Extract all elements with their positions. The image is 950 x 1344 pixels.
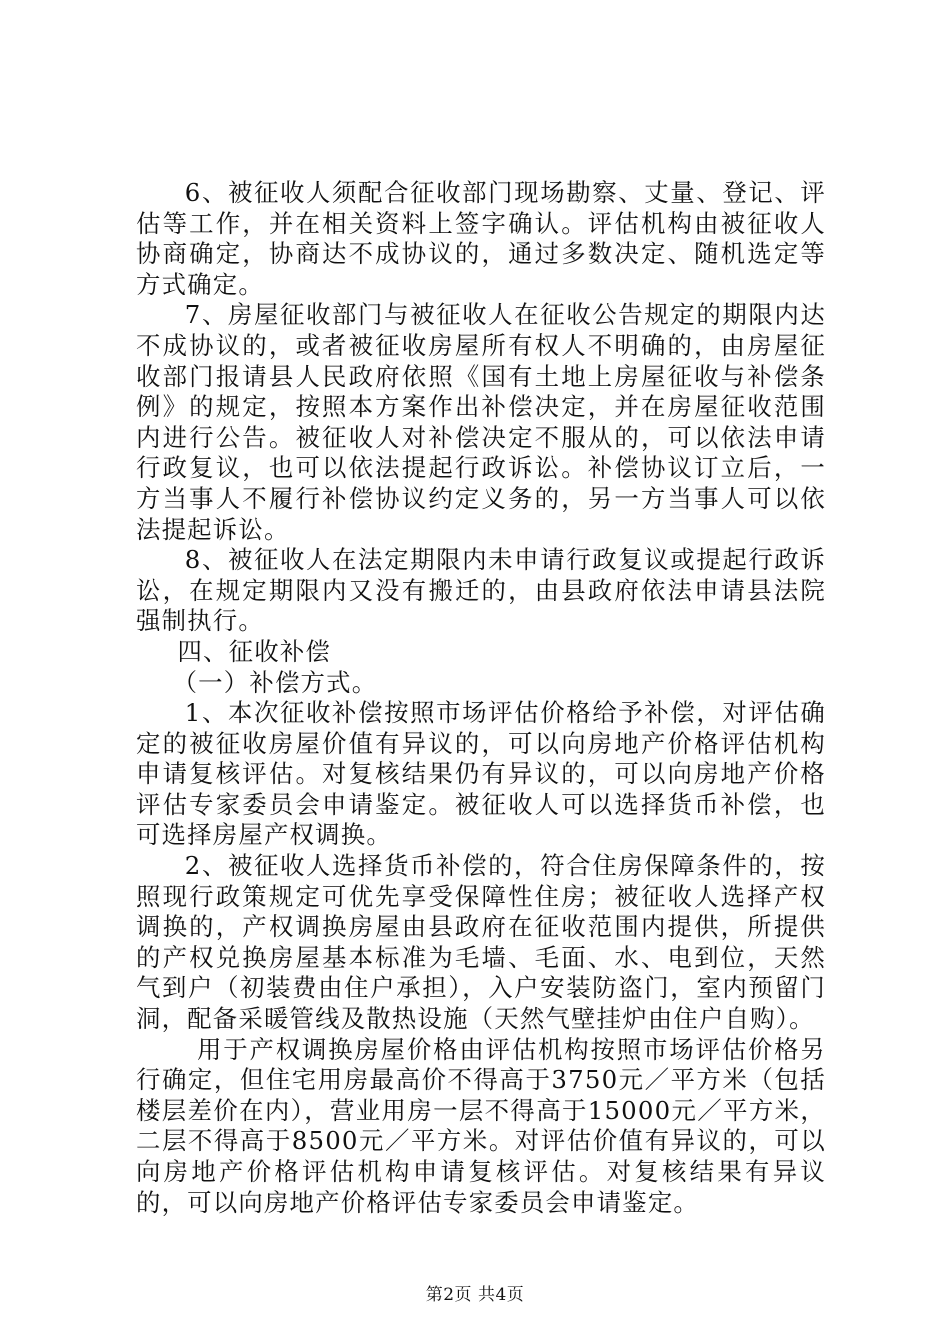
paragraph-item-8: 8、被征收人在法定期限内未申请行政复议或提起行政诉讼，在规定期限内又没有搬迁的，由县政府依法申请县法院强制执行。 — [136, 545, 826, 636]
paragraph-item-7: 7、房屋征收部门与被征收人在征收公告规定的期限内达不成协议的，或者被征收房屋所有权人不明确的，由房屋征收部门报请县人民政府依照《国有土地上房屋征收与补偿条例》的规定，按照本方案作出补偿决定，并在房屋征收范围内进行公告。被征收人对补偿决定不服从的，可以依法申请行政复议，也可以依法提起行政诉讼。补偿协议订立后，一方当事人不履行补偿协议约定义务的，另一方当事人可以依法提起诉讼。 — [136, 300, 826, 544]
paragraph-item-1: 1、本次征收补偿按照市场评估价格给予补偿，对评估确定的被征收房屋价值有异议的，可以向房地产价格评估机构申请复核评估。对复核结果仍有异议的，可以向房地产价格评估专家委员会申请鉴定。被征收人可以选择货币补偿，也可选择房屋产权调换。 — [136, 698, 826, 850]
page-number-footer: 第2页 共4页 — [425, 1285, 525, 1305]
paragraph-exchange-price: 用于产权调换房屋价格由评估机构按照市场评估价格另行确定，但住宅用房最高价不得高于3750元／平方米（包括楼层差价在内），营业用房一层不得高于15000元／平方米，二层不得高于8500元／平方米。对评估价值有异议的，可以向房地产价格评估机构申请复核评估。对复核结果有异议的，可以向房地产价格评估专家委员会申请鉴定。 — [136, 1034, 826, 1217]
document-body — [136, 178, 826, 1218]
paragraph-item-2: 2、被征收人选择货币补偿的，符合住房保障条件的，按照现行政策规定可优先享受保障性住房；被征收人选择产权调换的，产权调换房屋由县政府在征收范围内提供，所提供的产权兑换房屋基本标准为毛墙、毛面、水、电到位，天然气到户（初装费由住户承担），入户安装防盗门，室内预留门洞，配备采暖管线及散热设施（天然气壁挂炉由住户自购）。 — [136, 851, 826, 1034]
paragraph-item-6: 6、被征收人须配合征收部门现场勘察、丈量、登记、评估等工作，并在相关资料上签字确认。评估机构由被征收人协商确定，协商达不成协议的，通过多数决定、随机选定等方式确定。 — [136, 178, 826, 299]
section-heading-compensation: 四、征收补偿 — [177, 636, 332, 666]
subsection-heading-method: （一）补偿方式。 — [172, 667, 378, 697]
